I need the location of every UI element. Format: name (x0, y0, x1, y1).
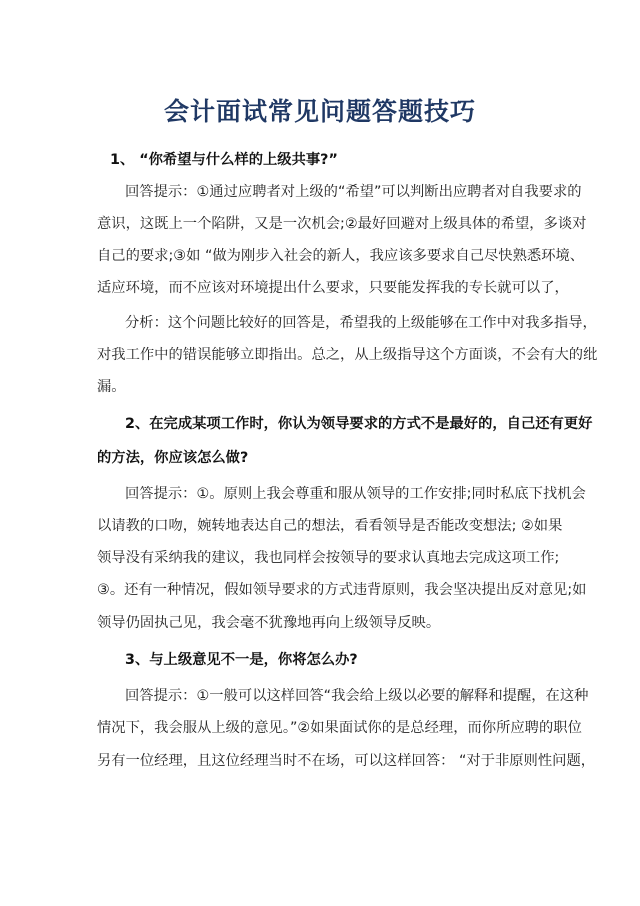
paragraph-line: 以请教的口吻，婉转地表达自己的想法，看看领导是否能改变想法; ②如果 (97, 518, 563, 534)
question-3-heading: 3、与上级意见不一是，你将怎么办? (125, 652, 358, 668)
paragraph-line: 领导仍固执己见，我会毫不犹豫地再向上级领导反映。 (97, 615, 441, 631)
paragraph-line: 回答提示：①一般可以这样回答“我会给上级以必要的解释和提醒，在这种 (125, 688, 589, 704)
paragraph-line: 回答提示：①。原则上我会尊重和服从领导的工作安排;同时私底下找机会 (125, 486, 586, 502)
paragraph-line: 对我工作中的错误能够立即指出。总之，从上级指导这个方面谈，不会有大的纰 (97, 347, 598, 363)
question-2-heading-cont: 的方法，你应该怎么做? (97, 450, 249, 466)
paragraph-line: 意识，这既上一个陷阱，又是一次机会;②最好回避对上级具体的希望，多谈对 (97, 216, 587, 232)
paragraph-line: ③。还有一种情况，假如领导要求的方式违背原则，我会坚决提出反对意见;如 (97, 582, 587, 598)
paragraph-line: 情况下，我会服从上级的意见。”②如果面试你的是总经理，而你所应聘的职位 (97, 720, 582, 736)
question-1-heading: 1、 “你希望与什么样的上级共事?” (110, 152, 338, 168)
paragraph-line: 另有一位经理，且这位经理当时不在场，可以这样回答： “对于非原则性问题， (97, 753, 596, 769)
paragraph-line: 自己的要求;③如 “做为刚步入社会的新人，我应该多要求自己尽快熟悉环境、 (97, 248, 585, 264)
paragraph-line: 适应环境，而不应该对环境提出什么要求，只要能发挥我的专长就可以了， (97, 280, 569, 296)
paragraph-line: 分析：这个问题比较好的回答是，希望我的上级能够在工作中对我多指导， (125, 315, 597, 331)
document-title: 会计面试常见问题答题技巧 (163, 97, 476, 126)
paragraph-line: 漏。 (97, 379, 126, 395)
paragraph-line: 回答提示：①通过应聘者对上级的“希望”可以判断出应聘者对自我要求的 (125, 184, 582, 200)
paragraph-line: 领导没有采纳我的建议，我也同样会按领导的要求认真地去完成这项工作; (97, 550, 560, 566)
question-2-heading: 2、在完成某项工作时，你认为领导要求的方式不是最好的，自己还有更好 (125, 416, 593, 432)
